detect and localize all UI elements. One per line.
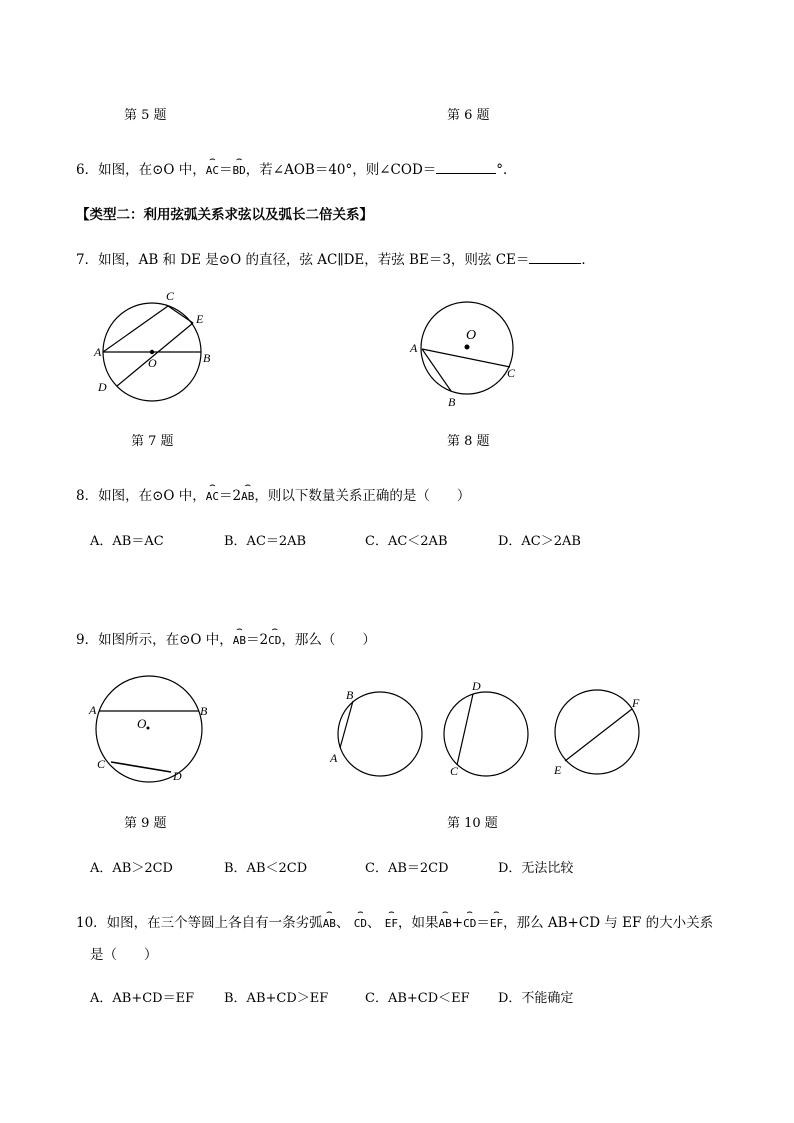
figure-7-diagram xyxy=(86,285,226,410)
q8-suffix: ，则以下数量关系正确的是（ ） xyxy=(254,488,471,504)
fig8-label-o: O xyxy=(466,328,477,343)
q9-prefix: 9．如图所示，在⊙O 中， xyxy=(76,632,233,648)
fig9-label-d: D xyxy=(173,769,182,783)
q6-answer-blank[interactable] xyxy=(436,172,496,174)
fig7-label-b: B xyxy=(203,351,211,365)
q9-choice-c[interactable]: C．AB＝2CD xyxy=(365,861,449,876)
q10-choice-a[interactable]: A．AB+CD＝EF xyxy=(90,991,195,1006)
q10-choice-b[interactable]: B．AB+CD＞EF xyxy=(224,991,329,1006)
q10-arc-ab-sum: ⌢ AB xyxy=(439,917,452,930)
q10-choice-c[interactable]: C．AB+CD＜EF xyxy=(365,991,470,1006)
fig7-label-a: A xyxy=(94,345,102,359)
q8-arc-ab: ⌢ AB xyxy=(241,490,254,503)
figure-9-diagram xyxy=(84,672,224,790)
q9-choice-d[interactable]: D．无法比较 xyxy=(498,861,574,876)
fig9-label-b: B xyxy=(200,704,208,718)
fig10-label-b: B xyxy=(346,688,354,702)
fig10-label-a: A xyxy=(330,751,338,765)
fig10-label-e: E xyxy=(554,763,562,777)
q10-mid: ，如果 xyxy=(398,915,439,931)
q8-arc-ac: ⌢ AC xyxy=(206,490,219,503)
question-6 xyxy=(76,158,517,178)
q6-eq: ＝ xyxy=(219,162,233,178)
q10-arc-cd-sum: ⌢ CD xyxy=(463,917,476,930)
caption-fig8: 第 8 题 xyxy=(447,434,490,449)
q8-choice-c[interactable]: C．AC＜2AB xyxy=(365,534,448,549)
q10-sep1: 、 xyxy=(335,915,350,931)
figure-8-diagram xyxy=(404,290,529,410)
q9-arc-cd: ⌢ CD xyxy=(268,634,281,647)
question-10 xyxy=(76,911,713,931)
q9-suffix: ，那么（ ） xyxy=(281,632,376,648)
q6-prefix: 6．如图，在⊙O 中， xyxy=(76,162,206,178)
q6-suffix: ，若∠AOB＝40°，则∠COD＝ xyxy=(245,162,437,178)
caption-fig5: 第 5 题 xyxy=(124,108,167,123)
q9-choice-b[interactable]: B．AB＜2CD xyxy=(224,861,308,876)
q10-line2: 是（ ） xyxy=(90,947,158,963)
q10-sep2: 、 xyxy=(366,915,381,931)
caption-fig7: 第 7 题 xyxy=(131,434,174,449)
fig9-label-o: O xyxy=(137,716,147,731)
fig10-label-f: F xyxy=(632,696,640,710)
question-8 xyxy=(76,484,470,504)
q9-mid: ＝2 xyxy=(246,632,269,648)
q10-prefix: 10．如图，在三个等圆上各自有一条劣弧 xyxy=(76,915,323,931)
fig7-label-d: D xyxy=(98,380,107,394)
q8-mid: ＝2 xyxy=(219,488,242,504)
fig7-label-c: C xyxy=(166,289,175,303)
question-9 xyxy=(76,628,376,648)
q6-arc-bd: ⌢ BD xyxy=(233,164,246,177)
q10-choice-d[interactable]: D．不能确定 xyxy=(498,991,574,1006)
q10-eq: ＝ xyxy=(476,915,490,931)
fig9-label-c: C xyxy=(97,757,106,771)
fig9-label-a: A xyxy=(89,703,97,717)
fig8-label-c: C xyxy=(507,366,516,380)
q7-tail: ． xyxy=(581,252,595,268)
fig8-label-b: B xyxy=(448,395,456,409)
q7-text: 7．如图，AB 和 DE 是⊙O 的直径，弦 AC∥DE，若弦 BE＝3，则弦 CE＝ xyxy=(76,252,530,268)
q6-tail: °． xyxy=(496,162,517,178)
figure-10-diagram xyxy=(326,676,646,786)
q8-prefix: 8．如图，在⊙O 中， xyxy=(76,488,206,504)
section-heading-type2: 【类型二：利用弦弧关系求弦以及弧长二倍关系】 xyxy=(76,207,373,223)
fig10-label-c: C xyxy=(450,764,459,778)
q6-arc-ac: ⌢ AC xyxy=(206,164,219,177)
q10-plus: + xyxy=(451,915,464,931)
fig10-label-d: D xyxy=(472,679,481,693)
caption-fig6: 第 6 题 xyxy=(447,108,490,123)
q10-arc-cd: ⌢ CD xyxy=(354,917,367,930)
question-7 xyxy=(76,248,595,268)
caption-fig10: 第 10 题 xyxy=(447,816,498,831)
q9-choice-a[interactable]: A．AB＞2CD xyxy=(90,861,173,876)
q10-arc-ab: ⌢ AB xyxy=(323,917,336,930)
fig7-label-e: E xyxy=(196,312,204,326)
q8-choice-a[interactable]: A．AB＝AC xyxy=(90,534,164,549)
q9-arc-ab: ⌢ AB xyxy=(233,634,246,647)
caption-fig9: 第 9 题 xyxy=(124,816,167,831)
q10-suffix: ，那么 AB+CD 与 EF 的大小关系 xyxy=(503,915,714,931)
q8-choice-d[interactable]: D．AC＞2AB xyxy=(498,534,581,549)
fig8-label-a: A xyxy=(410,341,418,355)
q8-choice-b[interactable]: B．AC＝2AB xyxy=(224,534,307,549)
fig7-label-o: O xyxy=(148,356,157,370)
q7-answer-blank[interactable] xyxy=(529,262,581,264)
q10-arc-ef-sum: ⌢ EF xyxy=(490,917,503,930)
q10-arc-ef: ⌢ EF xyxy=(385,917,398,930)
